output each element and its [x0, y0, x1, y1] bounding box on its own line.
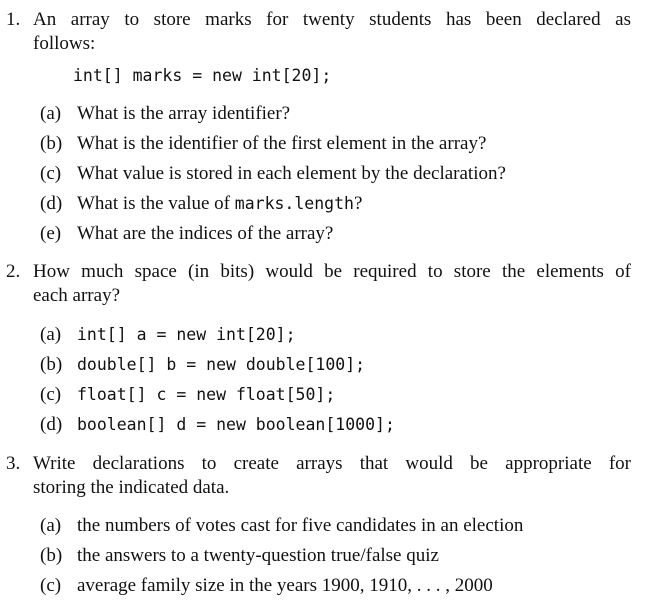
- part-code: int[] a = new int[20];: [77, 325, 296, 344]
- question-text: An array to store marks for twenty students has been declared as: [33, 9, 631, 30]
- part-label: (b): [40, 545, 63, 566]
- part-text: What value is stored in each element by the declaration?: [77, 163, 506, 184]
- question-number: 2.: [6, 261, 21, 282]
- part-label: (d): [40, 414, 63, 435]
- part-text-before: What is the value of: [77, 193, 235, 214]
- part-text: the numbers of votes cast for five candidates in an election: [77, 515, 524, 536]
- part-label: (e): [40, 223, 62, 244]
- part-text: the answers to a twenty-question true/false quiz: [77, 545, 439, 566]
- question-number: 3.: [6, 453, 21, 474]
- question-text-cont: follows:: [33, 33, 96, 54]
- part-label: (b): [40, 354, 63, 375]
- question-number: 1.: [6, 9, 21, 30]
- question-text: How much space (in bits) would be required to store the elements of: [33, 261, 631, 282]
- question-text-cont: each array?: [33, 285, 121, 306]
- part-label: (c): [40, 384, 62, 405]
- part-text: average family size in the years 1900, 1910, . . . , 2000: [77, 575, 493, 596]
- question-text: Write declarations to create arrays that would be appropriate for: [33, 453, 631, 474]
- part-text: What is the identifier of the first element in the array?: [77, 133, 487, 154]
- part-text-after: ?: [353, 193, 363, 214]
- part-label: (d): [40, 193, 63, 214]
- part-label: (c): [40, 575, 62, 596]
- part-text: What are the indices of the array?: [77, 223, 334, 244]
- part-label: (b): [40, 133, 63, 154]
- inline-code: marks.length: [234, 194, 354, 213]
- code-declaration: int[] marks = new int[20];: [73, 66, 332, 85]
- part-code: boolean[] d = new boolean[1000];: [77, 415, 395, 434]
- part-code: double[] b = new double[100];: [77, 355, 366, 374]
- part-label: (a): [40, 103, 62, 124]
- part-label: (a): [40, 324, 62, 345]
- part-label: (a): [40, 515, 62, 536]
- question-text-cont: storing the indicated data.: [33, 477, 230, 498]
- part-text: [77, 192, 362, 216]
- part-text: What is the array identifier?: [77, 103, 291, 124]
- part-code: float[] c = new float[50];: [77, 385, 336, 404]
- part-label: (c): [40, 163, 62, 184]
